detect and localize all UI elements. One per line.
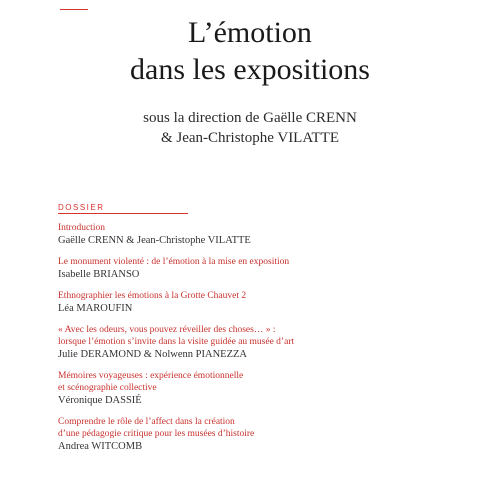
top-accent-rule [60,9,88,10]
toc-entry-title [58,370,478,394]
toc-title-line: d’une pédagogie critique pour les musées d’histoire [58,429,255,439]
toc-title-line: lorsque l’émotion s’invite dans la visite guidée au musée d’art [58,337,295,347]
toc-entry-title [58,416,478,440]
toc-entry-introduction[interactable] [58,222,478,247]
toc-entry-ethnographier[interactable] [58,290,478,315]
toc-title-line: Le monument violenté : de l’émotion à la mise en exposition [58,257,290,267]
toc-entry-monument[interactable] [58,256,478,281]
table-of-contents [58,222,478,453]
toc-entry-title [58,256,478,268]
section-label-dossier: DOSSIER [58,203,105,212]
toc-entry-title [58,324,478,348]
toc-title-line: Comprendre le rôle de l’affect dans la création [58,417,235,427]
title-line-2: dans les expositions [130,53,370,86]
toc-entry-author: Julie DERAMOND & Nolwenn PIANEZZA [58,349,247,360]
toc-entry-author: Léa MAROUFIN [58,303,133,314]
toc-title-line: Introduction [58,223,105,233]
toc-entry-author: Isabelle BRIANSO [58,269,140,280]
toc-entry-affect[interactable] [58,416,478,453]
toc-entry-odeurs[interactable] [58,324,478,361]
toc-title-line: et scénographie collective [58,383,157,393]
title-line-1: L’émotion [188,16,312,49]
toc-entry-author: Gaëlle CRENN & Jean-Christophe VILATTE [58,235,251,246]
editors-line-2: & Jean-Christophe VILATTE [160,130,340,146]
page-title [0,14,500,88]
toc-entry-memoires[interactable] [58,370,478,407]
toc-title-line: Mémoires voyageuses : expérience émotionnelle [58,371,244,381]
toc-entry-title [58,290,478,302]
toc-title-line: Ethnographier les émotions à la Grotte Chauvet 2 [58,291,247,301]
toc-entry-author: Andrea WITCOMB [58,441,143,452]
toc-title-line: « Avec les odeurs, vous pouvez réveiller des choses… » : [58,325,276,335]
toc-entry-title [58,222,478,234]
section-divider [58,213,188,214]
editors-credit [0,108,500,148]
toc-entry-author: Véronique DASSIÉ [58,395,142,406]
editors-line-1: sous la direction de Gaëlle CRENN [143,110,357,126]
